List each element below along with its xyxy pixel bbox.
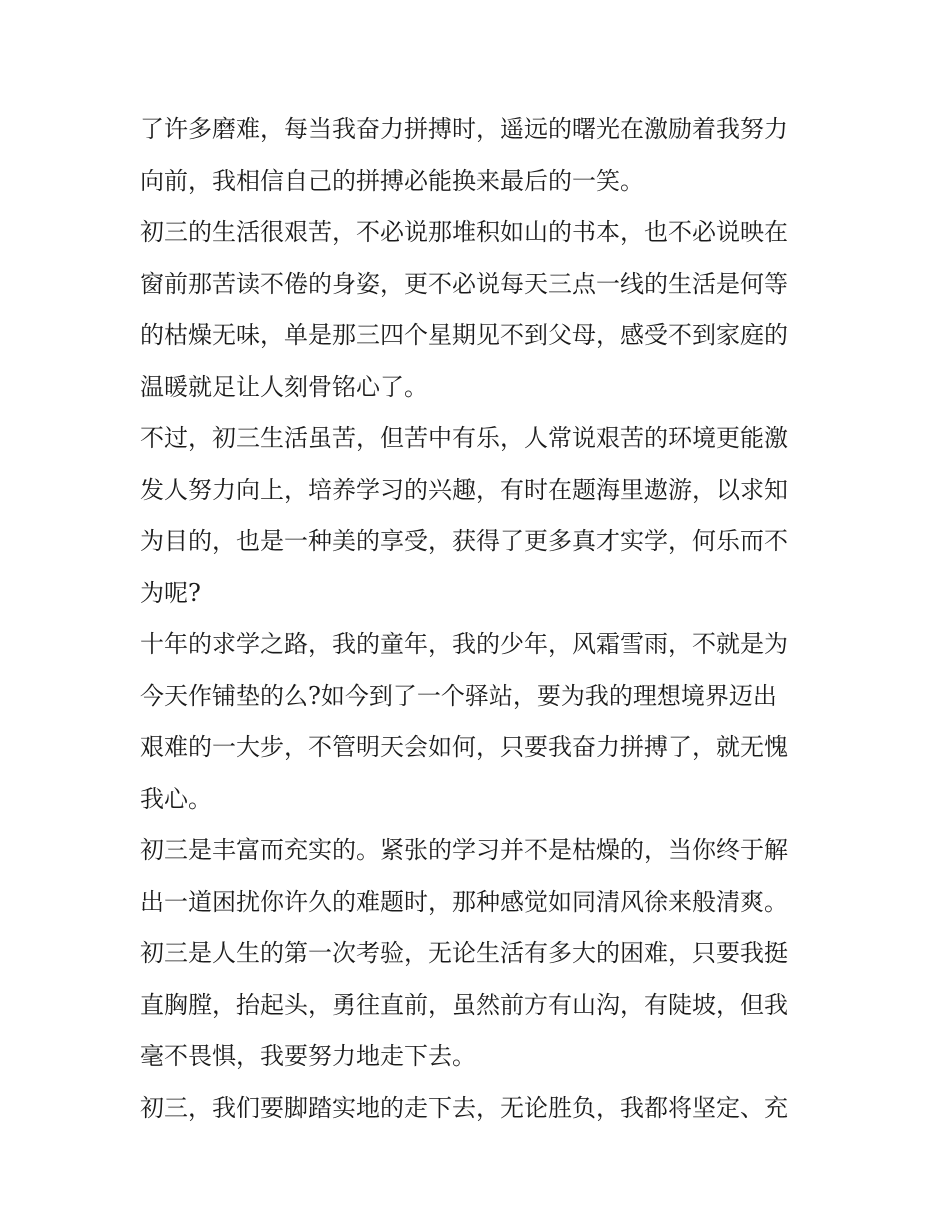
text-line: 为呢?	[140, 578, 201, 607]
text-line: 的枯燥无味，单是那三四个星期见不到父母，感受不到家庭的	[140, 321, 788, 349]
text-line: 窗前那苦读不倦的身姿，更不必说每天三点一线的生活是何等	[140, 269, 788, 298]
document-body	[140, 104, 820, 1134]
text-line: 初三的生活很艰苦，不必说那堆积如山的书本，也不必说映在	[140, 218, 788, 246]
text-line: 发人努力向上，培养学习的兴趣，有时在题海里遨游，以求知	[140, 475, 788, 504]
text-line: 不过，初三生活虽苦，但苦中有乐，人常说艰苦的环境更能激	[140, 424, 788, 452]
text-line: 初三是人生的第一次考验，无论生活有多大的困难，只要我挺	[140, 939, 788, 967]
text-line: 艰难的一大步，不管明天会如何，只要我奋力拼搏了，就无愧	[140, 733, 788, 761]
text-line: 向前，我相信自己的拼搏必能换来最后的一笑。	[140, 166, 644, 195]
text-line: 初三是丰富而充实的。紧张的学习并不是枯燥的，当你终于解	[140, 836, 788, 864]
text-line: 温暖就足让人刻骨铭心了。	[140, 372, 428, 401]
text-line: 毫不畏惧，我要努力地走下去。	[140, 1042, 476, 1070]
text-line: 了许多磨难，每当我奋力拼搏时，遥远的曙光在激励着我努力	[140, 115, 788, 143]
text-line: 我心。	[140, 784, 212, 813]
text-line: 出一道困扰你许久的难题时，那种感觉如同清风徐来般清爽。	[140, 887, 788, 916]
text-line: 十年的求学之路，我的童年，我的少年，风霜雪雨，不就是为	[140, 630, 788, 658]
text-line: 初三，我们要脚踏实地的走下去，无论胜负，我都将坚定、充	[140, 1093, 788, 1122]
text-line: 今天作铺垫的么?如今到了一个驿站，要为我的理想境界迈出	[140, 681, 777, 710]
text-line: 为目的，也是一种美的享受，获得了更多真才实学，何乐而不	[140, 527, 788, 555]
text-line: 直胸膛，抬起头，勇往直前，虽然前方有山沟，有陡坡，但我	[140, 990, 788, 1019]
